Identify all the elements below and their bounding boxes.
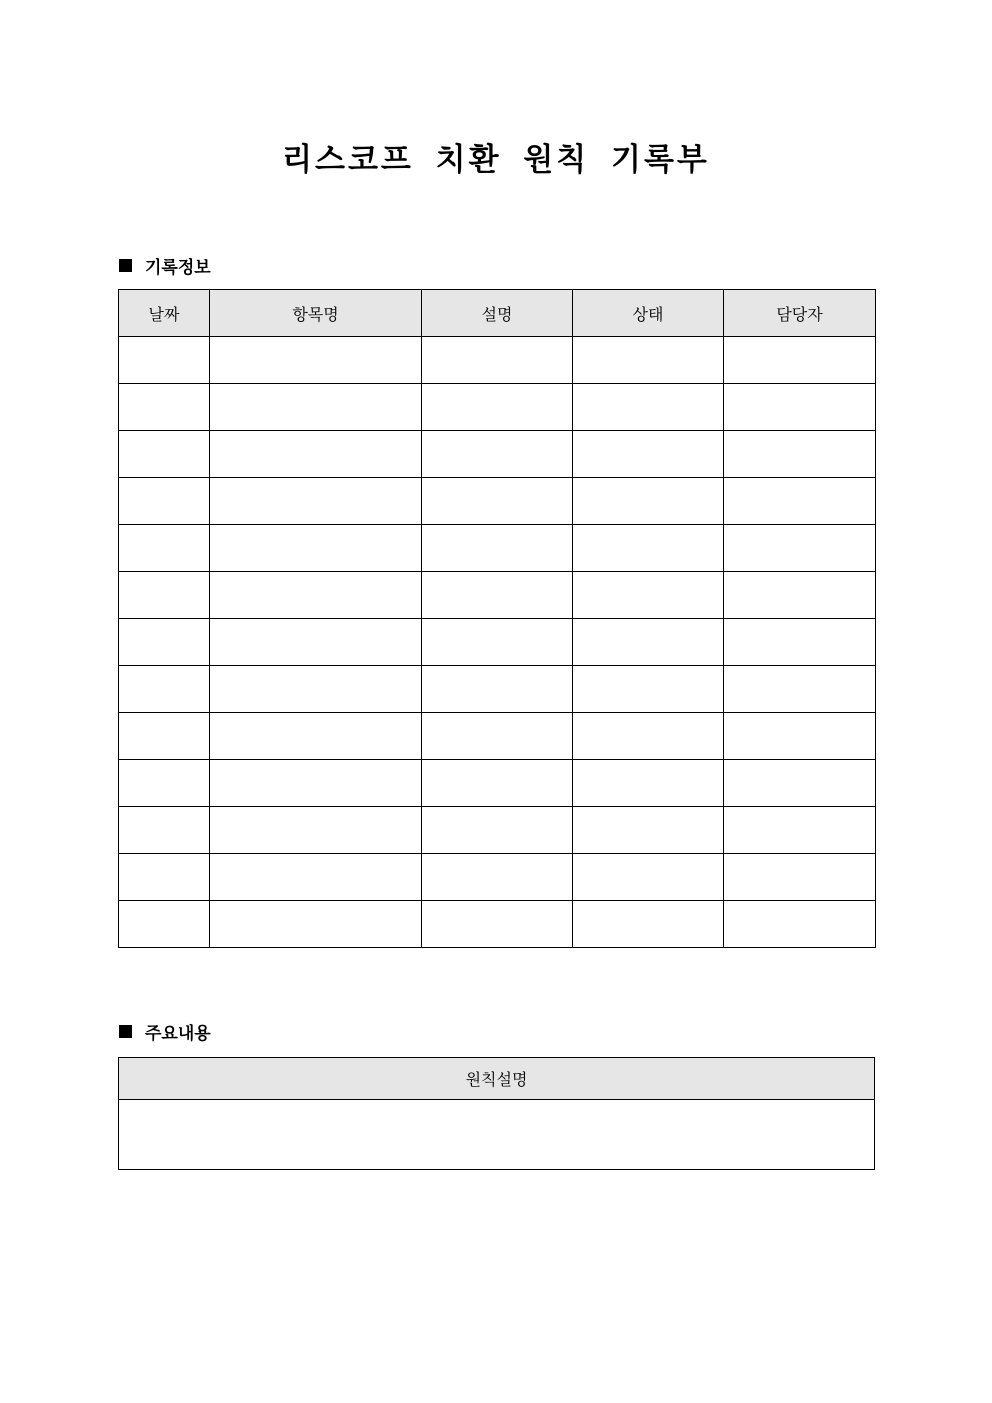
section-heading-records [119,253,211,277]
date-cell[interactable] [119,713,210,760]
column-header-status: 상태 [573,290,724,337]
assignee-cell[interactable] [724,525,876,572]
table-row [119,760,876,807]
table-row [119,384,876,431]
section-heading-summary-label: 주요내용 [145,1023,211,1044]
status-cell[interactable] [573,760,724,807]
table-row [119,337,876,384]
summary-table [118,1057,875,1170]
table-row [119,525,876,572]
item-name-cell[interactable] [210,760,422,807]
assignee-cell[interactable] [724,854,876,901]
status-cell[interactable] [573,713,724,760]
records-table [118,289,876,948]
description-cell[interactable] [422,760,573,807]
description-cell[interactable] [422,901,573,948]
item-name-cell[interactable] [210,572,422,619]
item-name-cell[interactable] [210,713,422,760]
assignee-cell[interactable] [724,619,876,666]
description-cell[interactable] [422,572,573,619]
status-cell[interactable] [573,572,724,619]
date-cell[interactable] [119,854,210,901]
item-name-cell[interactable] [210,337,422,384]
assignee-cell[interactable] [724,431,876,478]
assignee-cell[interactable] [724,384,876,431]
status-cell[interactable] [573,478,724,525]
item-name-cell[interactable] [210,525,422,572]
item-name-cell[interactable] [210,901,422,948]
status-cell[interactable] [573,901,724,948]
item-name-cell[interactable] [210,666,422,713]
column-header-item-name: 항목명 [210,290,422,337]
table-row [119,478,876,525]
date-cell[interactable] [119,337,210,384]
description-cell[interactable] [422,666,573,713]
status-cell[interactable] [573,666,724,713]
table-row [119,619,876,666]
records-header-row [119,290,876,337]
section-heading-summary [119,1019,211,1043]
summary-header-row [119,1058,875,1100]
date-cell[interactable] [119,384,210,431]
description-cell[interactable] [422,619,573,666]
column-header-description: 설명 [422,290,573,337]
assignee-cell[interactable] [724,760,876,807]
description-cell[interactable] [422,854,573,901]
item-name-cell[interactable] [210,807,422,854]
assignee-cell[interactable] [724,713,876,760]
assignee-cell[interactable] [724,478,876,525]
assignee-cell[interactable] [724,666,876,713]
status-cell[interactable] [573,525,724,572]
document-title: 리스코프 치환 원칙 기록부 [282,142,710,178]
status-cell[interactable] [573,337,724,384]
table-row [119,666,876,713]
date-cell[interactable] [119,478,210,525]
description-cell[interactable] [422,478,573,525]
assignee-cell[interactable] [724,807,876,854]
date-cell[interactable] [119,807,210,854]
date-cell[interactable] [119,619,210,666]
column-header-assignee: 담당자 [724,290,876,337]
date-cell[interactable] [119,572,210,619]
table-row [119,807,876,854]
date-cell[interactable] [119,666,210,713]
date-cell[interactable] [119,760,210,807]
date-cell[interactable] [119,431,210,478]
status-cell[interactable] [573,619,724,666]
item-name-cell[interactable] [210,854,422,901]
assignee-cell[interactable] [724,337,876,384]
item-name-cell[interactable] [210,384,422,431]
item-name-cell[interactable] [210,478,422,525]
column-header-principle-description: 원칙설명 [119,1058,875,1100]
assignee-cell[interactable] [724,572,876,619]
item-name-cell[interactable] [210,619,422,666]
table-row [119,854,876,901]
summary-body-row [119,1100,875,1170]
item-name-cell[interactable] [210,431,422,478]
status-cell[interactable] [573,807,724,854]
summary-body-cell[interactable] [119,1100,875,1170]
description-cell[interactable] [422,713,573,760]
description-cell[interactable] [422,384,573,431]
records-body [119,337,876,948]
square-bullet-icon [119,1025,132,1038]
table-row [119,713,876,760]
date-cell[interactable] [119,901,210,948]
status-cell[interactable] [573,854,724,901]
table-row [119,901,876,948]
column-header-date: 날짜 [119,290,210,337]
status-cell[interactable] [573,384,724,431]
description-cell[interactable] [422,431,573,478]
section-heading-records-label: 기록정보 [145,257,211,278]
square-bullet-icon [119,259,132,272]
status-cell[interactable] [573,431,724,478]
description-cell[interactable] [422,807,573,854]
table-row [119,572,876,619]
description-cell[interactable] [422,525,573,572]
table-row [119,431,876,478]
assignee-cell[interactable] [724,901,876,948]
description-cell[interactable] [422,337,573,384]
date-cell[interactable] [119,525,210,572]
